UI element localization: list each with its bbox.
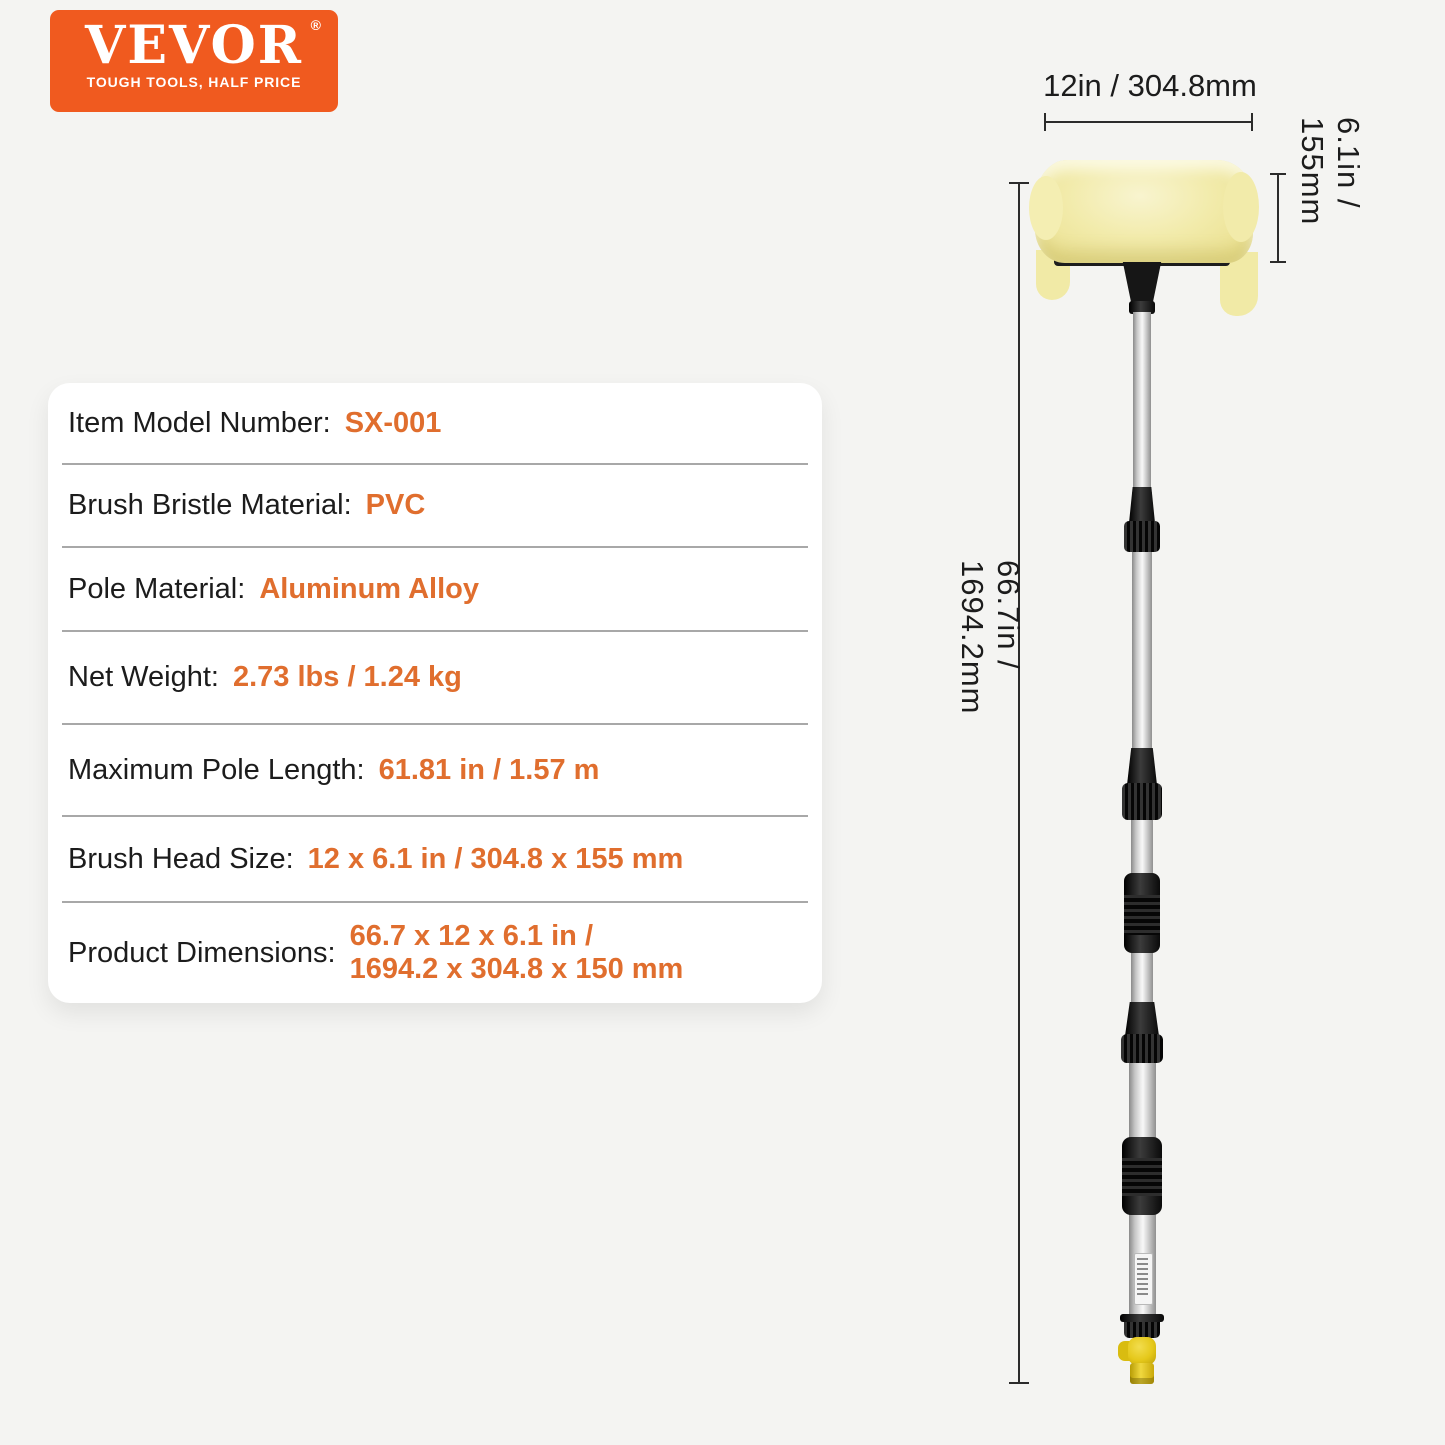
total-length-dim-tick-bottom xyxy=(1009,1382,1029,1384)
brush-height-dim-line xyxy=(1277,174,1279,262)
spec-label: Pole Material: xyxy=(68,572,246,605)
brush-width-dim-tick-left xyxy=(1044,113,1046,131)
spec-label: Brush Head Size: xyxy=(68,842,294,875)
spec-row-model-number xyxy=(62,383,808,465)
spec-value-line2: 1694.2 x 304.8 x 150 mm xyxy=(349,953,684,985)
brand-text: VEVOR xyxy=(85,15,303,76)
brush-neck-cone xyxy=(1118,262,1166,304)
spec-label: Item Model Number: xyxy=(68,406,331,439)
hose-connector-body xyxy=(1128,1337,1156,1365)
hose-connector-nipple xyxy=(1130,1363,1154,1384)
pole-clamp-2-cone xyxy=(1127,748,1157,785)
brush-width-label: 12in / 304.8mm xyxy=(1043,68,1257,103)
spec-row-max-pole-length xyxy=(62,725,808,817)
spec-card xyxy=(48,383,822,1003)
vevor-logo-wordmark xyxy=(85,15,323,76)
brush-height-label: 6.1in / 155mm xyxy=(1295,117,1366,226)
spec-row-bristle-material xyxy=(62,465,808,548)
total-length-label: 66.7in / 1694.2mm xyxy=(955,560,1026,715)
registered-trademark-icon: ® xyxy=(310,17,323,33)
spec-value: SX-001 xyxy=(344,406,442,439)
spec-value: Aluminum Alloy xyxy=(259,572,479,605)
spec-label: Product Dimensions: xyxy=(68,936,336,969)
spec-value: 61.81 in / 1.57 m xyxy=(378,753,600,786)
pole-clamp-2-ring xyxy=(1122,783,1162,820)
spec-label: Brush Bristle Material: xyxy=(68,489,352,521)
pole-segment-1 xyxy=(1133,312,1151,492)
brush-height-dim-tick-top xyxy=(1270,173,1286,175)
spec-row-pole-material xyxy=(62,548,808,632)
spec-label: Net Weight: xyxy=(68,661,219,693)
pole-grip-1-ribs xyxy=(1124,895,1160,935)
bottom-collar-flange xyxy=(1120,1314,1164,1322)
total-length-dim-tick-top xyxy=(1009,182,1029,184)
brush-head xyxy=(1035,160,1253,263)
vevor-tagline: TOUGH TOOLS, HALF PRICE xyxy=(86,74,302,90)
brush-width-dim-line xyxy=(1045,121,1253,123)
spec-row-net-weight xyxy=(62,632,808,725)
vevor-logo xyxy=(50,10,338,112)
brush-height-dim-tick-bottom xyxy=(1270,261,1286,263)
spec-row-brush-head-size xyxy=(62,817,808,903)
pole-clamp-3-ring xyxy=(1121,1034,1163,1063)
spec-value: 12 x 6.1 in / 304.8 x 155 mm xyxy=(307,842,684,875)
spec-label: Maximum Pole Length: xyxy=(68,753,365,786)
pole-clamp-1-ring xyxy=(1124,521,1160,552)
spec-value: PVC xyxy=(365,489,426,521)
spec-value: 2.73 lbs / 1.24 kg xyxy=(232,661,462,693)
spec-row-product-dimensions xyxy=(62,903,808,1003)
pole-grip-2-ribs xyxy=(1122,1158,1162,1196)
pole-sticker-text-lines xyxy=(1137,1258,1148,1298)
brush-width-dim-tick-right xyxy=(1251,113,1253,131)
pole-clamp-1-cone xyxy=(1129,487,1155,523)
spec-value xyxy=(350,920,684,986)
spec-value-line1: 66.7 x 12 x 6.1 in / xyxy=(349,919,594,952)
pole-clamp-3-cone xyxy=(1125,1002,1159,1036)
